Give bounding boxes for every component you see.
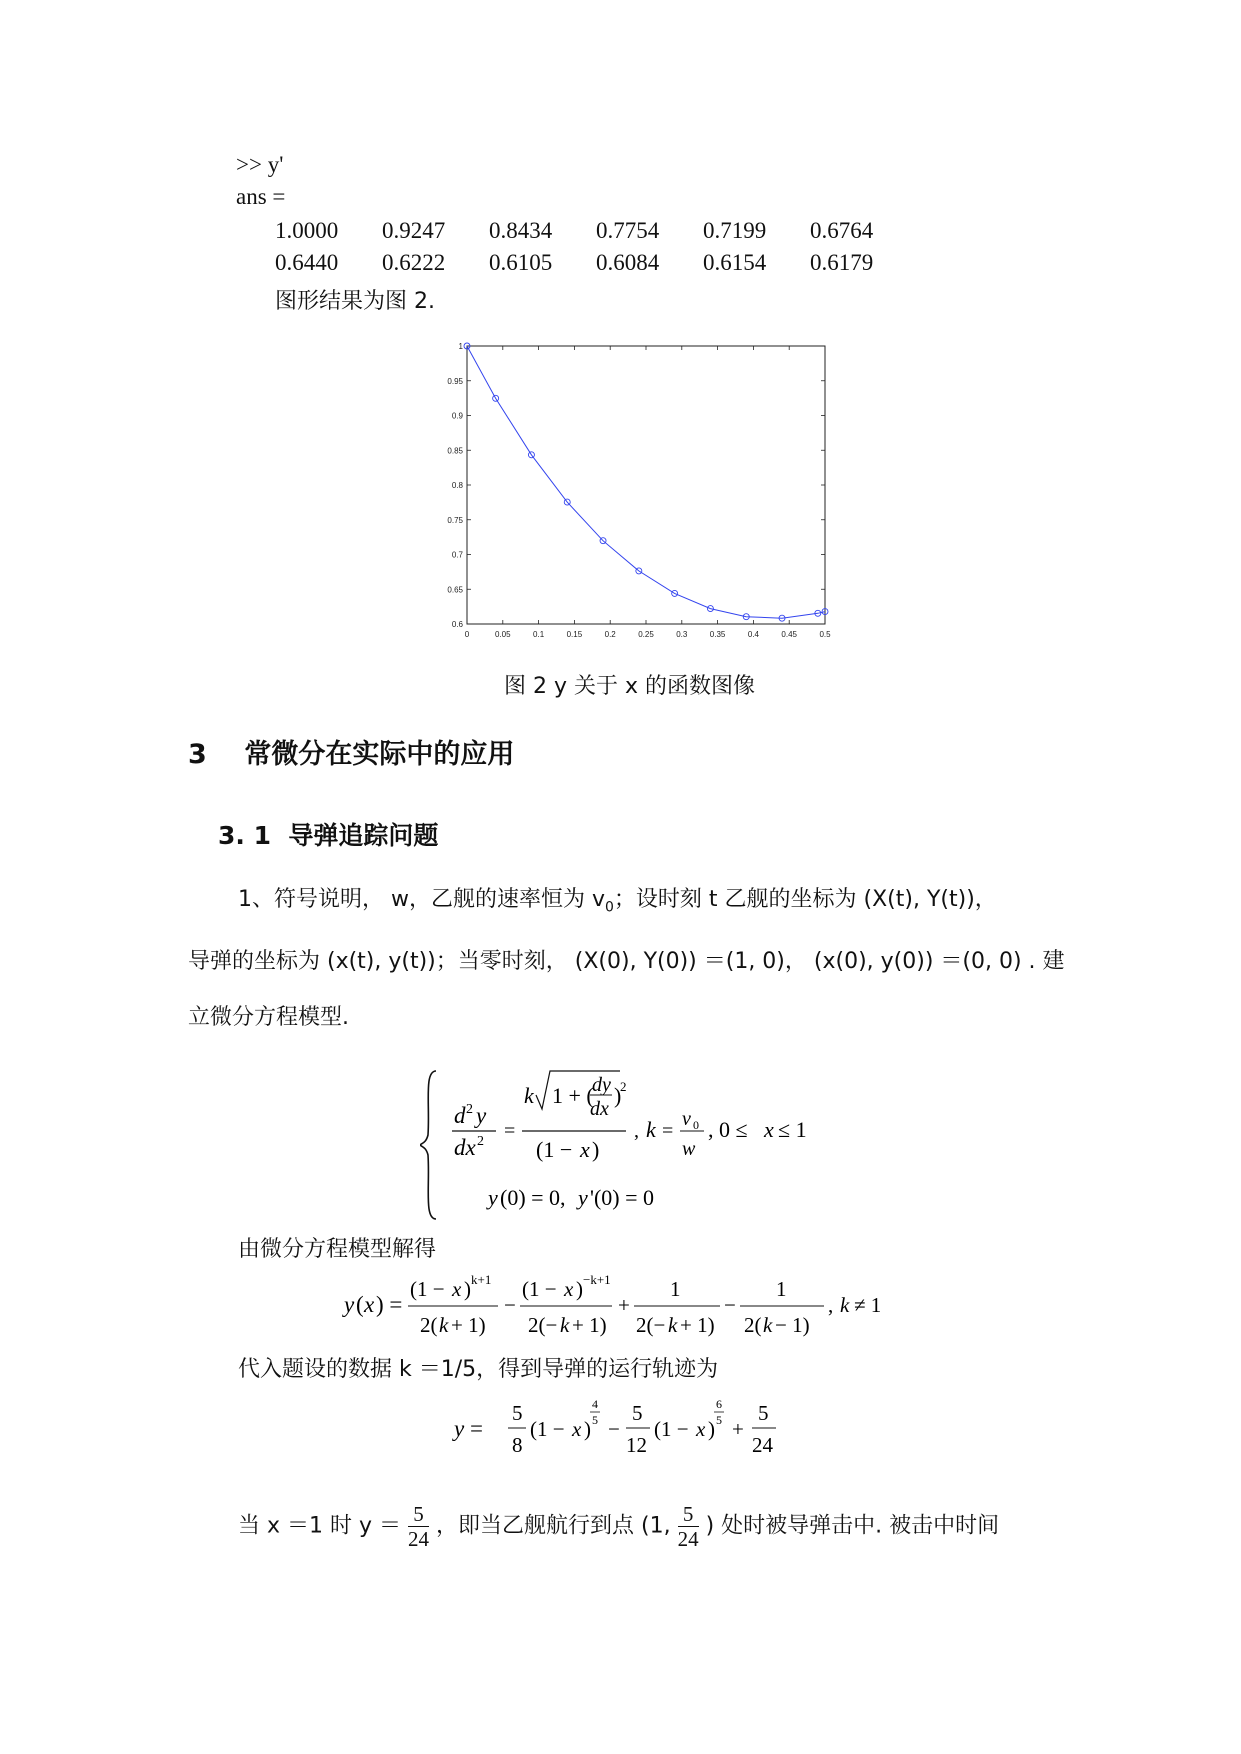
x-tick-label: 0.5 [819,630,831,639]
svg-text:1: 1 [670,1277,681,1301]
svg-text:6: 6 [716,1397,722,1411]
svg-text:(1 −: (1 − [410,1277,445,1301]
svg-text:k: k [763,1313,773,1337]
svg-text:2(−: 2(− [636,1313,666,1337]
y-tick-label: 0.95 [447,376,463,386]
svg-text:k: k [840,1293,850,1317]
svg-text:(1 −: (1 − [522,1277,557,1301]
svg-text:,: , [828,1293,834,1317]
svg-text:−: − [504,1293,516,1317]
y-tick-label: 0.65 [447,585,463,595]
figure-note: 图形结果为图 2. [275,289,435,314]
svg-text:2(: 2( [744,1313,762,1337]
plot-frame [467,346,825,624]
svg-text:5: 5 [758,1401,769,1425]
svg-text:x: x [452,1277,462,1301]
svg-text:v: v [682,1108,691,1130]
svg-text:+ 1): + 1) [680,1313,715,1337]
paragraph-solved: 由微分方程模型解得 [238,1237,437,1262]
x-tick-label: 0.45 [781,630,797,639]
svg-text:2: 2 [466,1102,473,1117]
paragraph-model: 立微分方程模型. [188,1005,349,1030]
x-tick-label: 0.15 [566,630,583,639]
svg-text:+ 1): + 1) [572,1313,607,1337]
subsection-number: 3. 1 [218,821,271,850]
svg-text:'(0) = 0: '(0) = 0 [590,1185,655,1210]
console-ans: ans = [236,184,286,209]
function-plot [425,338,840,648]
svg-text:4: 4 [592,1397,598,1411]
svg-text:y: y [454,1416,465,1441]
svg-text:2: 2 [477,1134,484,1149]
svg-text:5: 5 [592,1413,598,1427]
y-tick-label: 1 [458,342,463,351]
y-tick-label: 0.6 [451,620,463,629]
svg-text:k: k [439,1313,449,1337]
y-tick-label: 0.7 [451,550,463,560]
svg-text:(0) = 0,: (0) = 0, [500,1185,566,1210]
svg-text:x: x [764,1117,774,1142]
subsection-title: 导弹追踪问题 [288,821,439,850]
svg-text:5: 5 [632,1401,643,1425]
figure-caption: 图 2 y 关于 x 的函数图像 [504,674,756,699]
svg-text:x: x [364,1292,375,1317]
svg-text:=: = [504,1120,516,1142]
section-heading [188,732,514,771]
svg-text:d: d [454,1103,466,1128]
svg-text:): ) [576,1277,583,1301]
svg-text:5: 5 [716,1413,722,1427]
x-tick-label: 0 [464,630,470,639]
x-tick-label: 0.3 [676,630,688,639]
svg-text:=: = [470,1416,483,1441]
trajectory-equation [450,1390,790,1470]
svg-text:): ) [592,1137,600,1162]
svg-text:2(−: 2(− [528,1313,558,1337]
y-tick-label: 0.8 [451,481,463,490]
svg-text:): ) [614,1083,622,1108]
svg-text:1 + (: 1 + ( [552,1083,594,1108]
svg-text:y: y [476,1103,487,1128]
paragraph-hit: 当 x ＝1 时 y ＝ $\frac{5}{24}$ ，即当乙舰航行到点 (1, $\frac{5}{24}$ ) 处时被导弹击中. 被击中时间 [238,1502,1000,1551]
y-tick-label: 0.75 [447,515,463,525]
svg-text:, 0 ≤: , 0 ≤ [708,1117,748,1142]
svg-text:k: k [524,1083,534,1108]
paragraph-symbols: 1、符号说明， w，乙舰的速率恒为 $v_0$；设时刻 t 乙舰的坐标为 (X(t), Y(t))， [238,887,997,916]
section-number: 3 [188,739,207,770]
ode-system [420,1065,840,1225]
svg-text:0: 0 [693,1118,699,1132]
svg-text:24: 24 [752,1433,773,1457]
svg-text:x: x [696,1417,706,1441]
svg-text:(1 −: (1 − [654,1417,689,1441]
svg-text:x: x [564,1277,574,1301]
svg-text:8: 8 [512,1433,523,1457]
svg-text:12: 12 [626,1433,647,1457]
svg-text:≠ 1: ≠ 1 [854,1293,882,1317]
svg-text:k: k [560,1313,570,1337]
svg-text:+ 1): + 1) [451,1313,486,1337]
svg-text:+: + [618,1293,630,1317]
svg-text:−: − [724,1293,736,1317]
svg-text:1: 1 [776,1277,787,1301]
x-tick-label: 0.1 [533,630,545,639]
svg-text:dy: dy [592,1074,611,1096]
console-prompt: >> y' [236,152,284,177]
result-row-2: 0.6440 0.6222 0.6105 0.6084 0.6154 0.6179 [275,250,874,275]
svg-text:): ) [584,1417,591,1441]
x-tick-label: 0.2 [604,630,616,639]
svg-text:− 1): − 1) [775,1313,810,1337]
y-tick-label: 0.85 [447,446,463,456]
svg-text:5: 5 [512,1401,523,1425]
svg-text:k: k [646,1117,656,1142]
svg-text:−k+1: −k+1 [583,1272,611,1287]
svg-text:w: w [682,1138,696,1160]
svg-text:2: 2 [620,1079,627,1094]
solution-equation [340,1270,900,1340]
svg-text:(: ( [356,1292,364,1317]
svg-text:dx: dx [454,1135,476,1160]
section-title: 常微分在实际中的应用 [244,739,515,770]
y-tick-label: 0.9 [451,411,463,421]
svg-text:−: − [608,1417,620,1441]
svg-text:2(: 2( [420,1313,438,1337]
svg-text:y: y [488,1185,498,1210]
x-tick-label: 0.35 [709,630,726,639]
svg-text:x: x [572,1417,582,1441]
x-tick-label: 0.4 [747,630,759,639]
svg-text:dx: dx [590,1098,609,1120]
svg-text:=: = [662,1120,674,1142]
result-row-1: 1.0000 0.9247 0.8434 0.7754 0.7199 0.6764 [275,218,874,243]
svg-text:(1 −: (1 − [530,1417,565,1441]
subsection-heading [218,816,438,852]
svg-text:x: x [580,1137,590,1162]
paragraph-substitute: 代入题设的数据 k ＝1/5，得到导弹的运行轨迹为 [238,1357,719,1382]
paragraph-coordinates: 导弹的坐标为 (x(t), y(t))；当零时刻， (X(0), Y(0)) ＝(1, 0)， (x(0), y(0)) ＝(0, 0) . 建 [188,949,1065,974]
x-tick-label: 0.25 [638,630,654,639]
svg-text:y: y [578,1185,588,1210]
svg-text:k+1: k+1 [471,1272,492,1287]
svg-text:(1 −: (1 − [536,1137,573,1162]
svg-text:≤ 1: ≤ 1 [778,1117,807,1142]
svg-text:y: y [344,1292,355,1317]
svg-text:): ) [708,1417,715,1441]
svg-text:): ) [464,1277,471,1301]
svg-text:k: k [668,1313,678,1337]
x-tick-label: 0.05 [495,630,511,639]
svg-text:,: , [634,1120,639,1142]
svg-text:) =: ) = [376,1292,403,1317]
svg-text:+: + [732,1417,744,1441]
